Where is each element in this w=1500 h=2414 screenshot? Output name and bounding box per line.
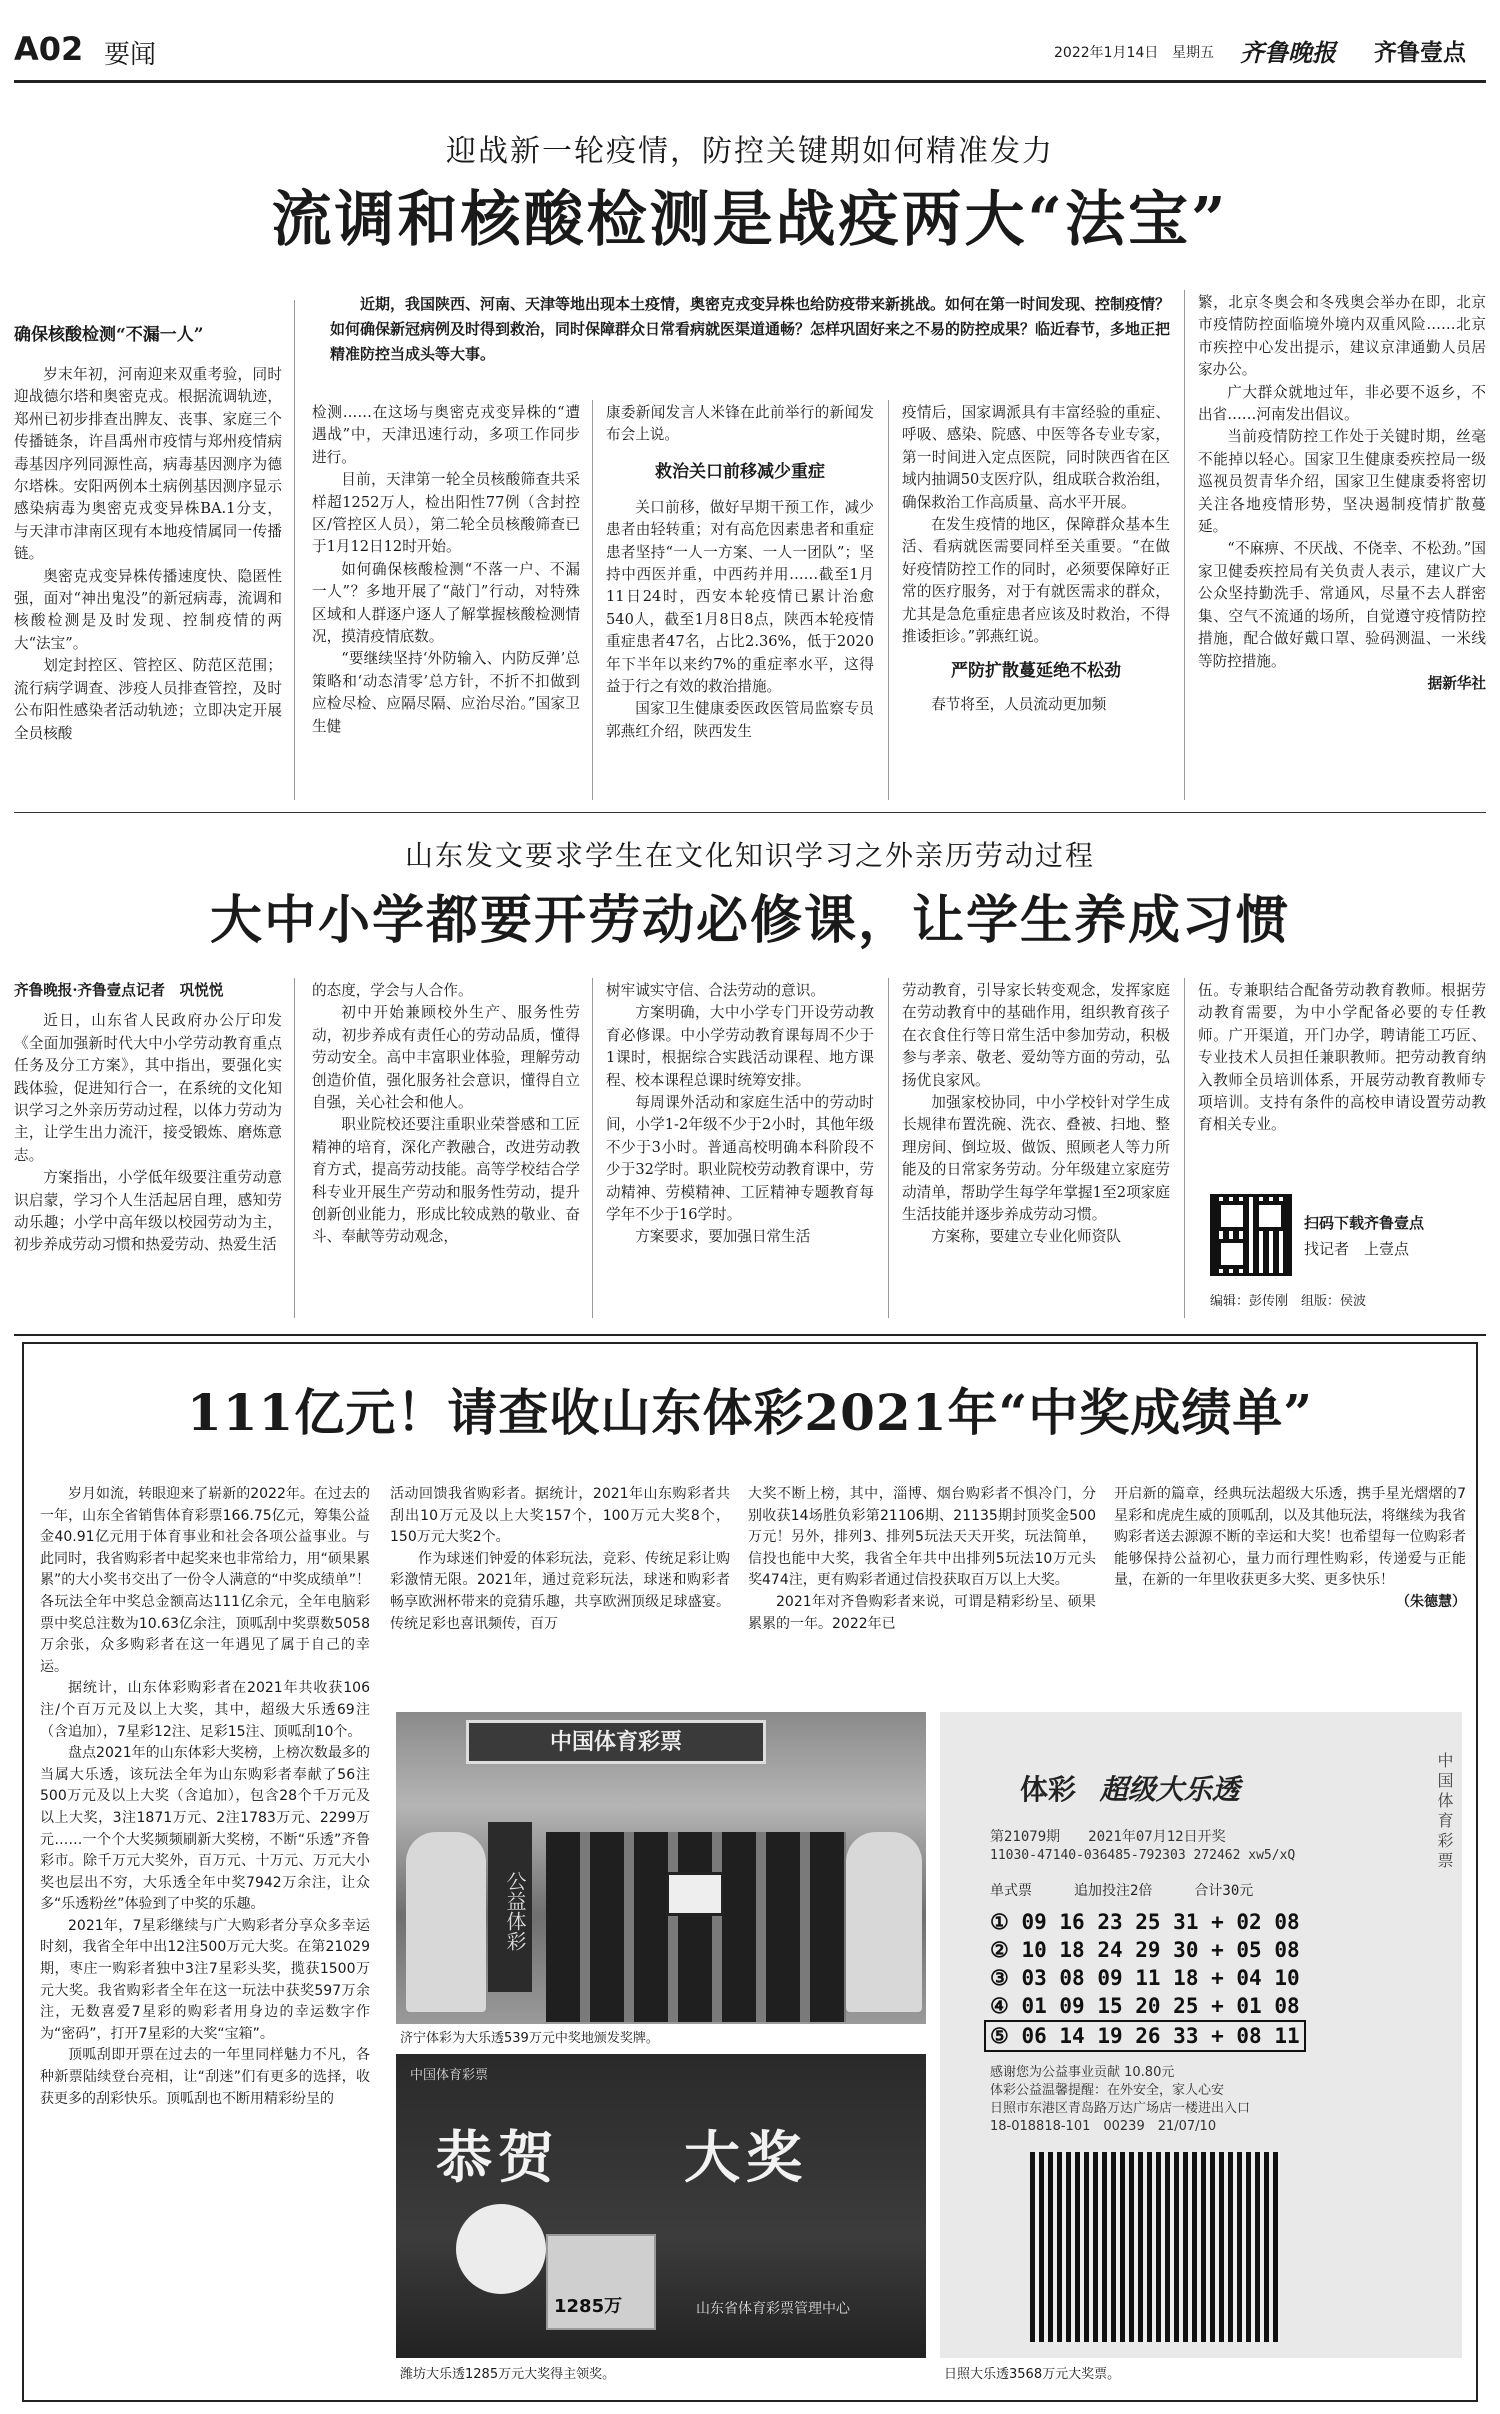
ticket-brand [1020, 1768, 1240, 1808]
ticket-row-winning: ⑤ 06 14 19 26 33 + 08 11 [984, 2020, 1306, 2052]
paragraph: 的态度，学会与人合作。 [312, 982, 473, 999]
qr-code[interactable] [1210, 1194, 1292, 1276]
paragraph: 康委新闻发言人米锋在此前举行的新闻发布会上说。 [606, 404, 874, 444]
story3-headline: 111亿元！请查收山东体彩2021年“中奖成绩单” [186, 1383, 1314, 1442]
column-divider [592, 400, 593, 800]
story1-subhead-1: 确保核酸检测“不漏一人” [14, 325, 204, 345]
brand-logo: 齐鲁壹点 [1374, 40, 1466, 66]
ticket-table-head: 单式票 追加投注2倍 合计30元 [990, 1883, 1254, 1899]
story3-col3 [748, 1484, 1096, 1694]
paragraph: 盘点2021年的山东体彩大奖榜，上榜次数最多的当属大乐透，该玩法全年为山东购彩者奉献了56注500万元及以上大奖（含追加），包含28个千万元及以上大奖，3注1871万元、2注1783万元、2299万元……一个个大奖频频刷新大奖榜，不断“乐透”齐鲁彩市。除千万元大奖外，百万元、十万元、万元大小奖也层出不穷，大乐透全年中奖7942万余注，让众多“乐透粉丝”体验到了中奖的乐趣。 [40, 1745, 370, 1913]
section-divider [14, 812, 1486, 813]
column-divider [888, 400, 889, 800]
section-name: 要闻 [104, 40, 157, 70]
story2-col3 [606, 980, 874, 1320]
paragraph: “要继续坚持‘外防输入、内防反弹’总策略和‘动态清零’总方针，不折不扣做到应检尽检、应隔尽隔、应治尽治。”国家卫生健 [312, 650, 580, 735]
paragraph: 作为球迷们钟爱的体彩玩法，竞彩、传统足彩让购彩激情无限。2021年，通过竞彩玩法，球迷和购彩者畅享欧洲杯带来的竞猜乐趣，共享欧洲顶级足球盛宴。传统足彩也喜讯频传，百万 [390, 1550, 730, 1632]
ticket-row: ① 09 16 23 25 31 + 02 08 [990, 1910, 1300, 1934]
paragraph: 广大群众就地过年，非必要不返乡，不出省……河南发出倡议。 [1198, 383, 1486, 424]
story2-col4 [902, 980, 1170, 1320]
story1-col5 [1198, 292, 1486, 796]
qr-sublabel: 找记者 上壹点 [1304, 1240, 1410, 1258]
issue-date: 2022年1月14日 [1054, 45, 1159, 61]
store-sign-text: 中国体育彩票 [549, 1729, 682, 1755]
story1-headline: 流调和核酸检测是战疫两大“法宝” [271, 185, 1229, 255]
prize-amount: 1285万 [554, 2296, 623, 2317]
story2-col2 [312, 980, 580, 1320]
story2-byline: 齐鲁晚报·齐鲁壹点记者 巩悦悦 [14, 982, 224, 999]
ticket-footer-line: 感谢您为公益事业贡献 10.80元 [990, 2065, 1175, 2080]
ticket-row: ② 10 18 24 29 30 + 05 08 [990, 1938, 1300, 1962]
story1-subhead-2: 救治关口前移减少重症 [655, 461, 825, 482]
ticket-caption: 日照大乐透3568万元大奖票。 [944, 2367, 1121, 2382]
ceremony-caption: 济宁体彩为大乐透539万元中奖地颁发奖牌。 [400, 2031, 659, 2046]
story2-kicker: 山东发文要求学生在文化知识学习之外亲历劳动过程 [404, 839, 1095, 872]
paragraph: 繁，北京冬奥会和冬残奥会举办在即，北京市疫情防控面临境外境内双重风险……北京市疾控中心发出提示，建议京津通勤人员居家办公。 [1198, 294, 1486, 379]
newspaper-logo: 齐鲁晚报 [1240, 38, 1336, 67]
store-sign [466, 1720, 766, 1764]
column-divider [592, 978, 593, 1318]
lottery-logo: 中国体育彩票 [410, 2068, 489, 2083]
paragraph: 方案称，要建立专业化师资队 [931, 1228, 1121, 1246]
paragraph: 岁月如流，转眼迎来了崭新的2022年。在过去的一年，山东全省销售体育彩票166.75亿元，筹集公益金40.91亿元用于体育事业和社会各项公益事业。与此同时，我省购彩者中起奖来也非常给力，用“硕果累累”的大小奖书交出了一份令人满意的“中奖成绩单”！各玩法全年中奖总金额高达111亿余元，全年电脑彩票中奖总注数为10.63亿余注，顶呱刮中奖票数5058万余张，众多购彩者在这一年遇见了属于自己的幸运。 [40, 1486, 370, 1675]
lion-dance-right [846, 1832, 922, 2012]
qr-label: 扫码下载齐鲁壹点 [1304, 1214, 1425, 1232]
paragraph: 奥密克戎变异株传播速度快、隐匿性强，面对“神出鬼没”的新冠病毒，流调和核酸检测是及时发现、控制疫情的两大“法宝”。 [14, 567, 282, 652]
column-divider [1184, 978, 1185, 1318]
paragraph: 活动回馈我省购彩者。据统计，2021年山东购彩者共刮出10万元及以上大奖157个，100万元大奖8个，150万元大奖2个。 [390, 1486, 730, 1546]
paragraph: 劳动教育，引导家长转变观念，发挥家庭在劳动教育中的基础作用，组织教育孩子在衣食住行等日常生活中参加劳动，积极参与孝亲、敬老、爱幼等方面的劳动，弘扬优良家风。 [902, 982, 1170, 1089]
banner-left [488, 1822, 532, 1992]
section-divider [14, 1334, 1486, 1336]
people-group [546, 1832, 846, 2022]
column-divider [294, 300, 295, 800]
story3-credit: （朱德慧） [1396, 1593, 1466, 1610]
lion-dance-left [406, 1832, 486, 2012]
ceremony-photo [396, 1712, 926, 2024]
story2-col1 [14, 980, 282, 1320]
paragraph: 大奖不断上榜，其中，淄博、烟台购彩者不惧冷门，分别收获14场胜负彩第21106期、21135期封顶奖金500万元！另外，排列3、排列5玩法天天开奖，玩法简单，信投也能中大奖，我省全年共中出排列5玩法10万元头奖474注，更有购彩者通过信投获取百万以上大奖。 [748, 1486, 1096, 1589]
paragraph: 关口前移，做好早期干预工作，减少患者由轻转重；对有高危因素患者和重症患者坚持“一人一方案、一人一团队”；坚持中西医并重，中西药并用……截至1月11日24时，西安本轮疫情已累计治愈540人，截至1月8日8点，陕西本轮疫情重症患者47名，占比2.36%，低于2020年下半年以来约7%的重症率水平，这得益于行之有效的救治措施。 [606, 498, 874, 696]
paragraph: 在发生疫情的地区，保障群众基本生活、看病就医需要同样至关重要。“在做好疫情防控工作的同时，必须要保障好正常的医疗服务，对于有就医需求的群众，尤其是急危重症患者应该及时救治，不得推诿拒诊。”郭燕红说。 [902, 516, 1170, 646]
ticket-rows [990, 1908, 1306, 2052]
paragraph: 加强家校协同，中小学校针对学生成长规律布置洗碗、洗衣、叠被、扫地、整理房间、倒垃圾、做饭、照顾老人等力所能及的日常家务劳动。分年级建立家庭劳动清单，帮助学生每学年掌握1至2项家庭生活技能并逐步养成劳动习惯。 [902, 1094, 1170, 1224]
paragraph: 职业院校还要注重职业荣誉感和工匠精神的培育，深化产教融合，改进劳动教育方式，提高劳动技能。高等学校结合学科专业开展生产劳动和服务性劳动，提升创新创业能力，形成比较成熟的敬业、奋斗、奉献等劳动观念， [312, 1116, 580, 1246]
award-plaque [666, 1872, 724, 1916]
paragraph: 岁末年初，河南迎来双重考验，同时迎战德尔塔和奥密克戎。根据流调轨迹，郑州已初步排查出脾友、丧事、家庭三个传播链条，许昌禹州市疫情与郑州疫情病毒基因序列同源性高，病毒基因测序为德尔塔株。安阳两例本土病例基因测序显示感染病毒为奥密克戎变异株BA.1分支，与天津市津南区现有本地疫情属同一传播链。 [14, 366, 282, 563]
ticket-row: ④ 01 09 15 20 25 + 01 08 [990, 1994, 1300, 2018]
paragraph: 目前，天津第一轮全员核酸筛查共采样超1252万人，检出阳性77例（含封控区/管控区人员），第二轮全员核酸筛查已于1月12日12时开始。 [312, 471, 580, 556]
ticket-photo [940, 1712, 1462, 2358]
paragraph: “不麻痹、不厌战、不侥幸、不松劲。”国家卫健委疾控局有关负责人表示，建议广大公众坚持勤洗手、常通风，尽量不去人群密集、空气不流通的场所，自觉遵守疫情防控措施，配合做好戴口罩、验码测温、一米线等防控措施。 [1198, 540, 1486, 670]
story1-credit: 据新华社 [1427, 674, 1486, 692]
column-divider [888, 978, 889, 1318]
story2-col5 [1198, 980, 1486, 1180]
ticket-barcode [1030, 2152, 1280, 2342]
header-rule [14, 80, 1486, 83]
paragraph: 春节将至，人员流动更加频 [931, 696, 1107, 714]
ticket-side-text: 中国体育彩票 [1435, 1752, 1454, 1872]
organizer-label: 山东省体育彩票管理中心 [696, 2301, 850, 2317]
paragraph: 伍。专兼职结合配备劳动教育教师。根据劳动教育需要，为中小学配备必要的专任教师。广开渠道，开门办学，聘请能工巧匠、专业技术人员担任兼职教师。把劳动教育纳入教师全员培训体系，开展劳动教育教师专项培训。支持有条件的高校申请设置劳动教育相关专业。 [1198, 982, 1486, 1134]
story3-col2 [390, 1484, 730, 1694]
column-divider [294, 978, 295, 1318]
story1-kicker: 迎战新一轮疫情，防控关键期如何精准发力 [446, 134, 1054, 169]
paragraph: 如何确保核酸检测“不落一户、不漏一人”？多地开展了“敲门”行动，对特殊区域和人群逐户逐人了解掌握核酸检测情况，摸清疫情底数。 [312, 560, 580, 646]
ticket-footer-line: 18-018818-101 00239 21/07/10 [990, 2119, 1217, 2134]
ticket-footer [990, 2064, 1250, 2136]
paragraph: 树牢诚实守信、合法劳动的意识。 [606, 982, 825, 999]
paragraph: 近日，山东省人民政府办公厅印发《全面加强新时代大中小学劳动教育重点任务及分工方案》，其中指出，要强化实践体验，促进知行合一，在系统的文化知识学习之外亲历劳动过程，以体力劳动为主，让学生出力流汗，接受锻炼、磨炼意志。 [14, 1012, 282, 1164]
paragraph: 方案指出，小学低年级要注重劳动意识启蒙，学习个人生活起居自理，感知劳动乐趣；小学中高年级以校园劳动为主，初步养成劳动习惯和热爱劳动、热爱生活 [14, 1169, 282, 1254]
ticket-issue: 第21079期 2021年07月12日开奖 [990, 1829, 1226, 1845]
paragraph: 初中开始兼顾校外生产、服务性劳动，初步养成有责任心的劳动品质，懂得劳动安全。高中丰富职业体验，理解劳动创造价值，强化服务社会意识，懂得自立自强，关心社会和他人。 [312, 1004, 580, 1112]
story3-col1 [40, 1484, 370, 2392]
paragraph: 检测……在这场与奥密克戎变异株的“遭遇战”中，天津迅速行动，多项工作同步进行。 [312, 404, 580, 466]
story3-col4 [1114, 1484, 1466, 1694]
page-header [14, 26, 1486, 78]
paragraph: 每周课外活动和家庭生活中的劳动时间，小学1-2年级不少于2小时，其他年级不少于3小时。普通高校明确本科阶段不少于32学时。职业院校劳动教育课中，劳动精神、劳模精神、工匠精神专题教育每学年不少于16学时。 [606, 1094, 874, 1224]
ticket-brand-game: 超级大乐透 [1099, 1773, 1240, 1806]
page-number: A02 [14, 30, 84, 68]
paragraph: 2021年，7星彩继续与广大购彩者分享众多幸运时刻，我省全年中出12注500万元大奖。在第21029期，枣庄一购彩者独中3注7星彩头奖，揽获1500万元大奖。我省购彩者全年在这一玩法中获奖597万余注，无数喜爱7星彩的购彩者用身边的幸运数字作为“密码”，打开7星彩的大奖“宝箱”。 [40, 1917, 370, 2042]
story2-headline: 大中小学都要开劳动必修课，让学生养成习惯 [209, 890, 1290, 951]
ticket-footer-line: 日照市东港区青岛路万达广场店一楼进出入口 [990, 2101, 1251, 2116]
issue-weekday: 星期五 [1172, 45, 1214, 61]
mascot [456, 2204, 546, 2294]
paragraph: 顶呱刮即开票在过去的一年里同样魅力不凡，各种新票陆续登台亮相，让“刮迷”们有更多的选择，收获更多的刮彩快乐。顶呱刮也不断用精彩纷呈的 [40, 2047, 370, 2107]
prize-caption: 潍坊大乐透1285万元大奖得主领奖。 [400, 2367, 616, 2382]
story1-dek: 近期，我国陕西、河南、天津等地出现本土疫情，奥密克戎变异株也给防疫带来新挑战。如何在第一时间发现、控制疫情？如何确保新冠病例及时得到救治，同时保障群众日常看病就医渠道通畅？怎样巩固好来之不易的防控成果？临近春节，多地正把精准防控当成头等大事。 [330, 295, 1171, 363]
ticket-serial: 11030-47140-036485-792303 272462 xw5/xQ [990, 1848, 1296, 1863]
story1-col1 [14, 316, 282, 796]
prize-board [546, 2234, 656, 2330]
prize-photo [396, 2054, 926, 2358]
ticket-row: ③ 03 08 09 11 18 + 04 10 [990, 1966, 1300, 1990]
story1-subhead-3: 严防扩散蔓延绝不松劲 [951, 661, 1121, 682]
editor-credit: 编辑：彭传刚 组版：侯波 [1210, 1294, 1367, 1309]
paragraph: 据统计，山东体彩购彩者在2021年共收获106注/个百万元及以上大奖，其中，超级大乐透69注（含追加），7星彩12注、足彩15注、顶呱刮10个。 [40, 1680, 370, 1740]
paragraph: 2021年对齐鲁购彩者来说，可谓是精彩纷呈、硕果累累的一年。2022年已 [748, 1593, 1096, 1632]
paragraph: 开启新的篇章，经典玩法超级大乐透，携手星光熠熠的7星彩和虎虎生威的顶呱刮，以及其他玩法，将继续为我省购彩者送去源源不断的幸运和大奖！也希望每一位购彩者能够保持公益初心，量力而行理性购彩，传递爱与正能量，在新的一年里收获更多大奖、更多快乐！ [1114, 1486, 1466, 1589]
paragraph: 方案要求，要加强日常生活 [635, 1228, 811, 1246]
congrats-banner: 恭贺 大奖 [436, 2125, 808, 2191]
paragraph: 国家卫生健康委医政医管局监察专员郭燕红介绍，陕西发生 [606, 700, 874, 740]
paragraph: 方案明确，大中小学专门开设劳动教育必修课。中小学劳动教育课每周不少于1课时，根据综合实践活动课程、地方课程、校本课程总课时统筹安排。 [606, 1004, 874, 1089]
column-divider [1184, 290, 1185, 800]
ticket-footer-line: 体彩公益温馨提醒：在外安全，家人心安 [990, 2083, 1225, 2098]
paragraph: 划定封控区、管控区、防范区范围；流行病学调查、涉疫人员排查管控，及时公布阳性感染者活动轨迹；立即决定开展全员核酸 [14, 657, 282, 742]
paragraph: 疫情后，国家调派具有丰富经验的重症、呼吸、感染、院感、中医等各专业专家，第一时间进入定点医院，同时陕西省在区域内抽调50支医疗队，组成联合救治组，确保救治工作高质量、高水平开展。 [902, 404, 1170, 511]
paragraph: 当前疫情防控工作处于关键时期，丝毫不能掉以轻心。国家卫生健康委疾控局一级巡视员贺青华介绍，国家卫生健康委将密切关注各地疫情形势，坚决遏制疫情扩散蔓延。 [1198, 428, 1486, 536]
story1-col2 [312, 402, 580, 796]
story1-col3 [606, 402, 874, 796]
story1-col4 [902, 402, 1170, 796]
ticket-brand-left: 体彩 [1020, 1773, 1077, 1806]
banner-text: 公益体彩 [503, 1871, 527, 1951]
